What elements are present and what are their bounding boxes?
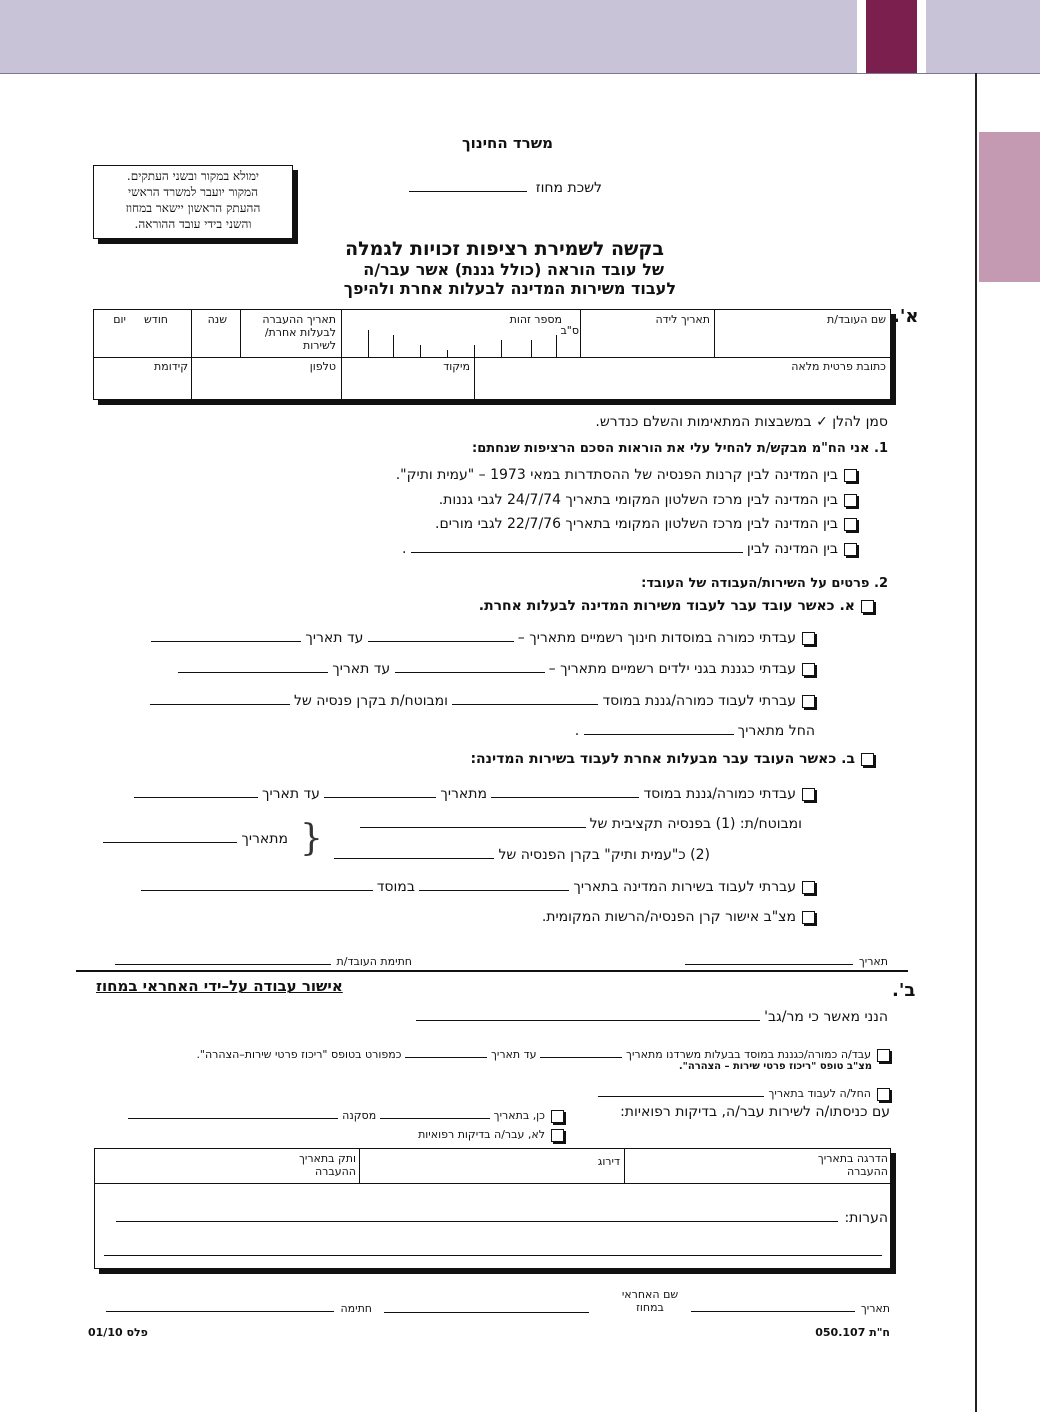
medical-label: עם כניסתו/ה לשירות עבר/ה, בדיקות רפואיות: xyxy=(620,1104,890,1120)
transfer-date-label: תאריך ההעברה לבעלות אחרת/ לשירות xyxy=(262,313,336,352)
checkbox[interactable] xyxy=(802,911,815,924)
zip-input[interactable] xyxy=(343,372,473,397)
employee-signature-field[interactable] xyxy=(115,952,412,968)
section-b-heading: אישור עבודה על–ידי האחראי במחוז xyxy=(96,977,343,995)
margin-line xyxy=(975,73,977,1412)
form-number: ח"ת 050.107 xyxy=(815,1326,890,1339)
grade-input[interactable] xyxy=(627,1166,887,1182)
grade-label: הדרגה בתאריך ההעברה xyxy=(817,1152,888,1178)
checkbox[interactable] xyxy=(802,881,815,894)
until-label: עד תאריך xyxy=(261,786,320,802)
remarks-field[interactable] xyxy=(116,1209,888,1226)
form-title-line1: בקשה לשמירת רציפות זכויות לגמלה xyxy=(345,238,664,260)
detailed-label: כמפורט בטופס "ריכוז פרטי שירות–הצהרה". xyxy=(196,1048,402,1061)
row-label: מצ"ב אישור קרן הפנסיה/הרשות המקומית. xyxy=(541,909,796,925)
employee-name-input[interactable] xyxy=(716,326,888,356)
area-code-label: קידומת xyxy=(154,360,188,373)
checkbox[interactable] xyxy=(802,663,815,676)
checkbox[interactable] xyxy=(877,1049,890,1062)
area-code-input[interactable] xyxy=(95,372,190,397)
from-label: מתאריך xyxy=(241,831,288,847)
institution-label: במוסד xyxy=(376,879,415,895)
q2-b-from[interactable] xyxy=(103,830,288,847)
header-divider xyxy=(917,0,926,73)
until-label: עד תאריך xyxy=(490,1048,537,1061)
q2-a-row4[interactable]: החל מתאריך . xyxy=(574,723,815,739)
signature-label: חתימת העובד/ת xyxy=(336,955,412,968)
checkbox[interactable] xyxy=(844,543,857,556)
medical-no-row[interactable] xyxy=(418,1128,564,1142)
ministry-title: משרד החינוך xyxy=(462,134,553,152)
employee-date-field[interactable] xyxy=(685,952,888,968)
row-label: עברתי לעבוד כמורה/גננת במוסד xyxy=(602,693,796,709)
checkbox[interactable] xyxy=(802,632,815,645)
rank-input[interactable] xyxy=(362,1166,622,1182)
q2-b-insured2[interactable] xyxy=(334,846,710,863)
q2-a-row3[interactable] xyxy=(150,692,815,709)
employee-name-label: שם העובד/ת xyxy=(827,313,886,326)
row-label: עבדתי כמורה במוסדות חינוך רשמיים מתאריך – xyxy=(517,630,796,646)
row-label: עברתי לעבוד בשירות המדינה בתאריך xyxy=(573,879,796,895)
rank-label: דירוג xyxy=(597,1155,620,1168)
q1-option-4[interactable]: בין המדינה לבין . xyxy=(402,540,857,557)
checkbox[interactable] xyxy=(802,788,815,801)
attached-note: מצ"ב טופס "ריכוז פרטי שירות – הצהרה". xyxy=(678,1061,872,1072)
option-label: בין המדינה לבין מרכז השלטון המקומי בתאריך 24/7/74 לגבי גננות. xyxy=(438,492,838,508)
notice-line: ימולא במקור ובשני העתקים. xyxy=(126,169,260,183)
started-label: החל/ה לעבוד בתאריך xyxy=(768,1087,871,1100)
form-version: פלס 01/10 xyxy=(88,1326,148,1339)
remarks-line[interactable] xyxy=(104,1255,882,1256)
zip-label: מיקוד xyxy=(443,360,470,373)
signature-field[interactable] xyxy=(106,1299,372,1315)
q2-b-label: ב. כאשר העובד עבר מבעלות אחרת לעבוד בשירות המדינה: xyxy=(470,751,855,767)
date-label: תאריך xyxy=(858,955,888,968)
q2-a-label: א. כאשר עובד עבר לעבוד משירות המדינה לבעלות אחרת. xyxy=(478,598,855,614)
header-accent-block xyxy=(866,0,917,73)
checkbox[interactable] xyxy=(802,695,815,708)
section-b-marker: ב'. xyxy=(892,980,916,1001)
district-office-label: לשכת מחוז xyxy=(535,180,602,196)
q1-option-2[interactable] xyxy=(439,492,857,508)
seniority-input[interactable] xyxy=(96,1166,358,1182)
conclusion-label: מסקנה xyxy=(342,1109,377,1122)
form-title-line3: לעבוד משירות המדינה לבעלות אחרת ולהיפך xyxy=(343,279,676,298)
month-label: חודש xyxy=(144,313,168,326)
checkbox[interactable] xyxy=(844,494,857,507)
checkbox[interactable] xyxy=(551,1129,564,1142)
until-label: עד תאריך xyxy=(305,630,364,646)
yes-label: כן, בתאריך xyxy=(493,1109,545,1122)
q1-option-1[interactable] xyxy=(396,467,857,483)
q2-b-row1[interactable] xyxy=(134,785,815,802)
started-row[interactable] xyxy=(598,1084,890,1101)
worked-label: עבד/ה כמורה/כגננת במוסד בבעלות משרדנו מתאריך xyxy=(626,1048,871,1061)
medical-yes-row[interactable] xyxy=(128,1106,564,1123)
brace-icon: { xyxy=(300,818,323,859)
option-label: בין המדינה לבין מרכז השלטון המקומי בתאריך 22/7/76 לגבי מורים. xyxy=(435,516,838,532)
confirm-label: הנני מאשר כי מר/גב' xyxy=(764,1009,888,1025)
worked-row[interactable] xyxy=(196,1045,890,1062)
birth-date-input[interactable] xyxy=(582,326,712,356)
phone-input[interactable] xyxy=(193,372,340,397)
checkbox[interactable] xyxy=(551,1110,564,1123)
q2-b-insured[interactable] xyxy=(360,815,802,832)
remarks-label: הערות: xyxy=(844,1210,888,1226)
side-tab xyxy=(979,132,1040,282)
until-label: עד תאריך xyxy=(332,661,391,677)
id-number-input[interactable] xyxy=(343,326,579,356)
address-label: כתובת פרטית מלאה xyxy=(791,360,886,373)
checkbox[interactable] xyxy=(844,469,857,482)
mark-instruction: סמן להלן ✓ במשבצות המתאימות והשלם כנדרש. xyxy=(595,414,888,430)
date-label: תאריך xyxy=(860,1302,890,1315)
insured-label: ומבוטח/ת: (1) בפנסיה תקציבית של xyxy=(589,816,802,832)
notice-box xyxy=(93,165,293,239)
notice-line: והשני בידי עובד ההוראה. xyxy=(134,217,252,231)
section-a-marker: א'. xyxy=(893,306,919,327)
transfer-date-input[interactable] xyxy=(95,326,239,356)
row-label: עבדתי כמורה/גננת במוסד xyxy=(643,786,796,802)
option-label: בין המדינה לבין קרנות הפנסיה של ההסתדרות במאי 1973 – "עמית ותיק". xyxy=(395,467,838,483)
q2-heading: 2. פרטים על השירות/העבודה של העובד: xyxy=(641,576,888,591)
responsible-label: שם האחראי במחוז xyxy=(621,1288,679,1314)
checkbox[interactable] xyxy=(877,1088,890,1101)
q2-b-row3[interactable] xyxy=(141,878,815,895)
header-divider xyxy=(857,0,866,73)
no-label: לא, עבר/ה בדיקות רפואיות xyxy=(418,1128,545,1141)
checkbox[interactable] xyxy=(861,753,874,766)
seniority-label: ותק בתאריך ההעברה xyxy=(298,1152,356,1178)
approval-date-field[interactable] xyxy=(691,1299,890,1315)
checkbox[interactable] xyxy=(844,518,857,531)
district-office-field[interactable] xyxy=(409,179,602,196)
day-label: יום xyxy=(113,313,126,326)
q1-option-3[interactable] xyxy=(435,516,857,532)
phone-label: טלפון xyxy=(309,360,336,373)
address-input[interactable] xyxy=(476,372,886,397)
q2-b-heading[interactable] xyxy=(470,751,874,767)
form-title-line2: של עובד הוראה (כולל גננת) אשר עבר/ה xyxy=(363,260,664,279)
option-label: בין המדינה לבין xyxy=(746,541,838,557)
insured-label: ומבוטח/ת בקרן פנסיה של xyxy=(293,693,448,709)
signature-label: חתימה xyxy=(340,1302,372,1315)
q2-a-row2[interactable] xyxy=(178,660,815,677)
id-number-label: מספר זהות xyxy=(509,313,562,326)
row-label: עבדתי כגננת בגני ילדים רשמיים מתאריך – xyxy=(548,661,796,677)
check-digit-label: ס"ב xyxy=(560,324,579,337)
q2-b-row4[interactable] xyxy=(542,909,815,925)
insured-label: (2) כ"עמית ותיק" בקרן הפנסיה של xyxy=(498,847,710,863)
year-label: שנה xyxy=(207,313,227,326)
notice-line: ההעתק הראשון יישאר במחוז xyxy=(125,201,261,215)
confirm-field[interactable] xyxy=(416,1008,888,1025)
q2-a-heading[interactable] xyxy=(479,598,874,614)
birth-date-label: תאריך לידה xyxy=(655,313,710,326)
q2-a-row1[interactable] xyxy=(151,629,815,646)
notice-line: המקור יועבר למשרד הראשי xyxy=(127,185,259,199)
from-label: מתאריך xyxy=(440,786,487,802)
responsible-input[interactable] xyxy=(384,1300,589,1313)
q1-heading: 1. אני הח"מ מבקש/ת להחיל עלי את הוראות הסכם הרציפות שנחתם: xyxy=(472,441,888,456)
row-label: החל מתאריך xyxy=(737,723,815,739)
checkbox[interactable] xyxy=(861,600,874,613)
